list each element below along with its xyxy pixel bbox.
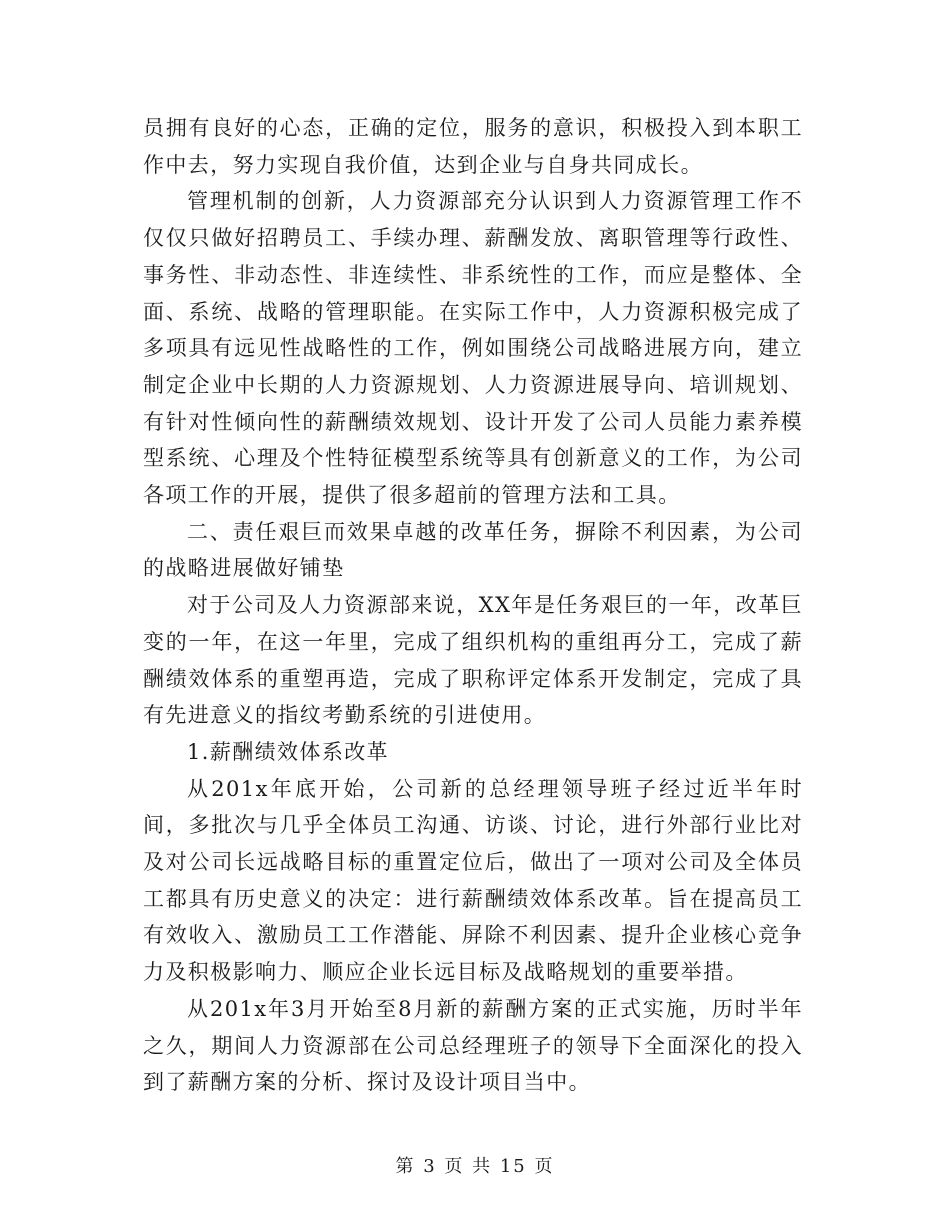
document-body <box>143 110 803 1101</box>
subsection-heading-compensation-reform: 1.薪酬绩效体系改革 <box>187 739 390 764</box>
section-heading-reform-tasks: 二、责任艰巨而效果卓越的改革任务，摒除不利因素，为公司的战略进展做好铺垫 <box>143 519 803 581</box>
paragraph-reform-year: 对于公司及人力资源部来说，XX年是任务艰巨的一年，改革巨变的一年，在这一年里，完成了组织机构的重组再分工，完成了薪酬绩效体系的重塑再造，完成了职称评定体系开发制定，完成了具有先进意义的指纹考勤系统的引进使用。 <box>143 593 803 728</box>
paragraph-continued: 员拥有良好的心态，正确的定位，服务的意识，积极投入到本职工作中去，努力实现自我价值，达到企业与自身共同成长。 <box>143 116 803 177</box>
paragraph-reform-decision: 从201x年底开始，公司新的总经理领导班子经过近半年时间，多批次与几乎全体员工沟通、访谈、讨论，进行外部行业比对及对公司长远战略目标的重置定位后，做出了一项对公司及全体员工都具有历史意义的决定：进行薪酬绩效体系改革。旨在提高员工有效收入、激励员工工作潜能、屏除不利因素、提升企业核心竞争力及积极影响力、顺应企业长远目标及战略规划的重要举措。 <box>143 776 803 985</box>
paragraph-reform-timeline: 从201x年3月开始至8月新的薪酬方案的正式实施，历时半年之久，期间人力资源部在公司总经理班子的领导下全面深化的投入到了薪酬方案的分析、探讨及设计项目当中。 <box>143 996 803 1095</box>
page-number-footer: 第 3 页 共 15 页 <box>395 1156 555 1177</box>
paragraph-management-innovation: 管理机制的创新，人力资源部充分认识到人力资源管理工作不仅仅只做好招聘员工、手续办理、薪酬发放、离职管理等行政性、事务性、非动态性、非连续性、非系统性的工作，而应是整体、全面、系统、战略的管理职能。在实际工作中，人力资源积极完成了多项具有远见性战略性的工作，例如围绕公司战略进展方向，建立制定企业中长期的人力资源规划、人力资源进展导向、培训规划、有针对性倾向性的薪酬绩效规划、设计开发了公司人员能力素养模型系统、心理及个性特征模型系统等具有创新意义的工作，为公司各项工作的开展，提供了很多超前的管理方法和工具。 <box>143 189 803 508</box>
